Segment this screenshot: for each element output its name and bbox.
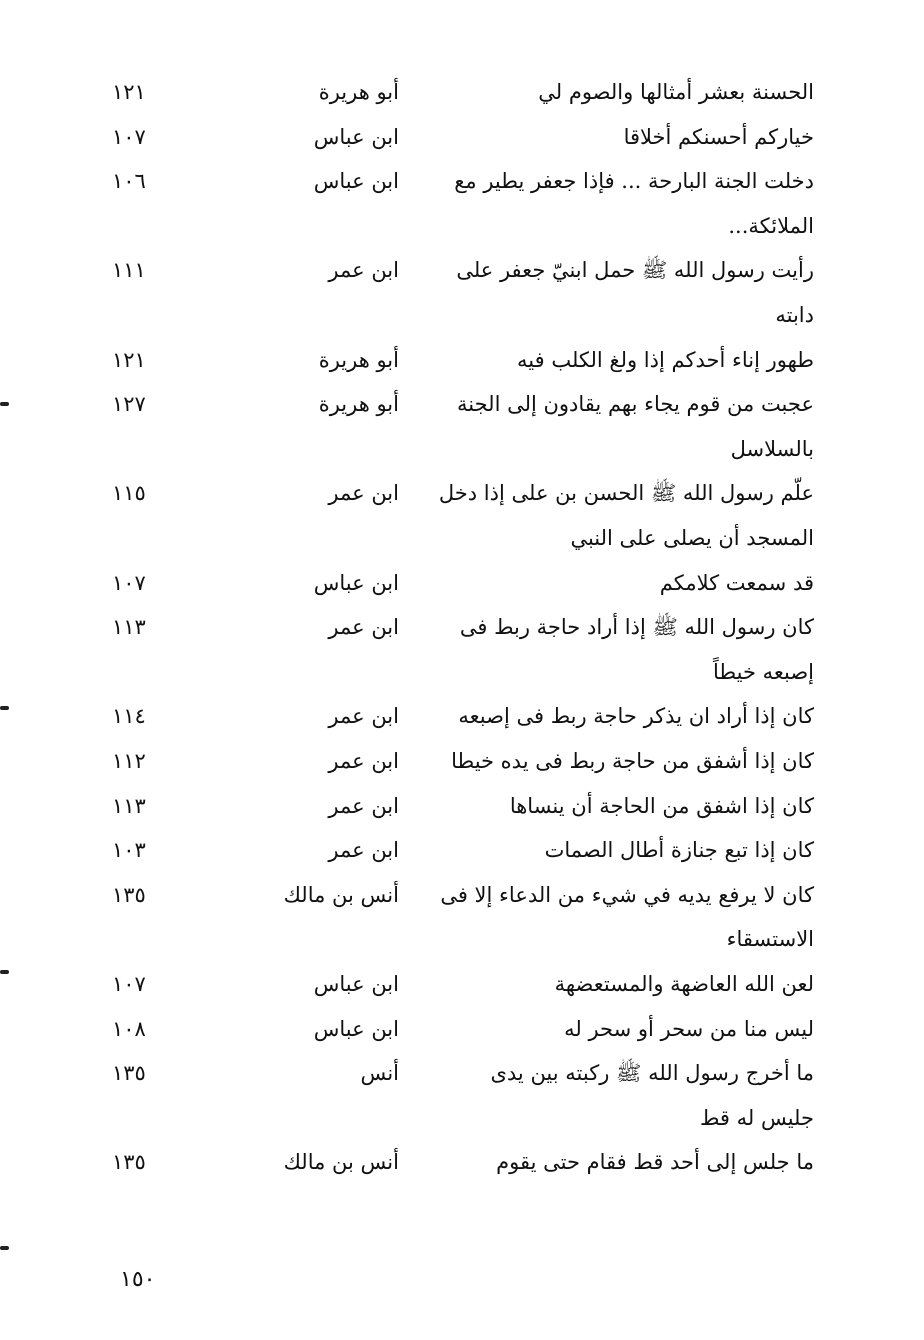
narrator-name: ابن عباس xyxy=(313,571,399,595)
hadith-text: دخلت الجنة البارحة ... فإذا جعفر يطير مع xyxy=(454,169,814,193)
narrator-name: ابن عمر xyxy=(328,794,399,818)
hadith-text: ما جلس إلى أحد قط فقام حتى يقوم xyxy=(496,1150,814,1174)
page-reference: ١١٢ xyxy=(112,749,146,773)
hadith-continuation-line xyxy=(0,917,924,961)
hadith-text-continuation: دابته xyxy=(775,303,814,327)
page-reference: ١١٤ xyxy=(112,704,146,728)
page-reference: ١٠٦ xyxy=(112,169,146,193)
narrator-name: أنس بن مالك xyxy=(283,1150,399,1174)
hadith-continuation-line xyxy=(0,204,924,248)
hadith-continuation-line xyxy=(0,1096,924,1140)
hadith-text: الحسنة بعشر أمثالها والصوم لي xyxy=(538,80,814,104)
hadith-text-continuation: المسجد أن يصلى على النبي xyxy=(570,526,814,550)
hadith-text: كان إذا تبع جنازة أطال الصمات xyxy=(544,838,814,862)
hadith-text: كان إذا اشفق من الحاجة أن ينساها xyxy=(509,794,814,818)
page-reference: ١٣٥ xyxy=(112,1061,146,1085)
index-entry xyxy=(0,784,924,828)
index-entry xyxy=(0,382,924,426)
hadith-text-continuation: جليس له قط xyxy=(699,1106,814,1130)
page-reference: ١٠٧ xyxy=(112,571,146,595)
page-reference: ١٣٥ xyxy=(112,1150,146,1174)
margin-mark xyxy=(0,1246,9,1250)
narrator-name: ابن عمر xyxy=(328,258,399,282)
hadith-text-continuation: بالسلاسل xyxy=(730,437,814,461)
hadith-text: ليس منا من سحر أو سحر له xyxy=(564,1017,814,1041)
page-reference: ١٢١ xyxy=(112,80,146,104)
narrator-name: ابن عمر xyxy=(328,615,399,639)
hadith-text: كان إذا أراد ان يذكر حاجة ربط فى إصبعه xyxy=(458,704,814,728)
margin-mark xyxy=(0,402,9,406)
index-entry xyxy=(0,694,924,738)
hadith-continuation-line xyxy=(0,650,924,694)
hadith-text-continuation: إصبعه خيطاً xyxy=(712,660,814,684)
margin-mark xyxy=(0,970,9,974)
narrator-name: أنس بن مالك xyxy=(283,883,399,907)
hadith-text: عجبت من قوم يجاء بهم يقادون إلى الجنة xyxy=(457,392,814,416)
index-entry xyxy=(0,248,924,292)
index-entry xyxy=(0,962,924,1006)
narrator-name: أبو هريرة xyxy=(318,392,399,416)
narrator-name: أبو هريرة xyxy=(318,80,399,104)
hadith-text: طهور إناء أحدكم إذا ولغ الكلب فيه xyxy=(517,348,814,372)
narrator-name: ابن عمر xyxy=(328,481,399,505)
page-reference: ١٣٥ xyxy=(112,883,146,907)
hadith-text-continuation: الملائكة... xyxy=(728,214,814,238)
narrator-name: ابن عباس xyxy=(313,1017,399,1041)
index-entry xyxy=(0,115,924,159)
index-entry xyxy=(0,828,924,872)
index-entry xyxy=(0,1051,924,1095)
index-entry xyxy=(0,1140,924,1184)
margin-mark xyxy=(0,706,9,710)
narrator-name: أبو هريرة xyxy=(318,348,399,372)
narrator-name: ابن عباس xyxy=(313,125,399,149)
hadith-text: رأيت رسول الله ﷺ حمل ابنيّ جعفر على xyxy=(456,258,814,282)
index-entry xyxy=(0,561,924,605)
hadith-text: كان إذا أشفق من حاجة ربط فى يده خيطا xyxy=(451,749,814,773)
page-reference: ١٠٧ xyxy=(112,972,146,996)
index-entry xyxy=(0,70,924,114)
narrator-name: أنس xyxy=(360,1061,399,1085)
narrator-name: ابن عمر xyxy=(328,838,399,862)
hadith-text: خياركم أحسنكم أخلاقا xyxy=(623,125,814,149)
hadith-text: كان لا يرفع يديه في شيء من الدعاء إلا فى xyxy=(440,883,814,907)
narrator-name: ابن عمر xyxy=(328,704,399,728)
hadith-text: علّم رسول الله ﷺ الحسن بن على إذا دخل xyxy=(438,481,814,505)
hadith-text-continuation: الاستسقاء xyxy=(726,927,814,951)
hadith-continuation-line xyxy=(0,427,924,471)
narrator-name: ابن عباس xyxy=(313,169,399,193)
index-entry xyxy=(0,338,924,382)
page-reference: ١١١ xyxy=(112,258,146,282)
hadith-continuation-line xyxy=(0,293,924,337)
index-entry xyxy=(0,605,924,649)
page-reference: ١١٣ xyxy=(112,615,146,639)
page-reference: ١١٥ xyxy=(112,481,146,505)
page-number: ١٥٠ xyxy=(120,1267,156,1292)
narrator-name: ابن عمر xyxy=(328,749,399,773)
index-entry xyxy=(0,159,924,203)
page-reference: ١٠٣ xyxy=(112,838,146,862)
page-reference: ١١٣ xyxy=(112,794,146,818)
page-reference: ١٠٨ xyxy=(112,1017,146,1041)
page-reference: ١٢٧ xyxy=(112,392,146,416)
index-entry xyxy=(0,873,924,917)
index-entry xyxy=(0,739,924,783)
page-reference: ١٢١ xyxy=(112,348,146,372)
index-entry xyxy=(0,471,924,515)
hadith-continuation-line xyxy=(0,516,924,560)
hadith-text: ما أخرج رسول الله ﷺ ركبته بين يدى xyxy=(490,1061,814,1085)
index-entry xyxy=(0,1007,924,1051)
narrator-name: ابن عباس xyxy=(313,972,399,996)
hadith-text: قد سمعت كلامكم xyxy=(659,571,814,595)
page-reference: ١٠٧ xyxy=(112,125,146,149)
hadith-text: كان رسول الله ﷺ إذا أراد حاجة ربط فى xyxy=(459,615,814,639)
hadith-text: لعن الله العاضهة والمستعضهة xyxy=(554,972,814,996)
